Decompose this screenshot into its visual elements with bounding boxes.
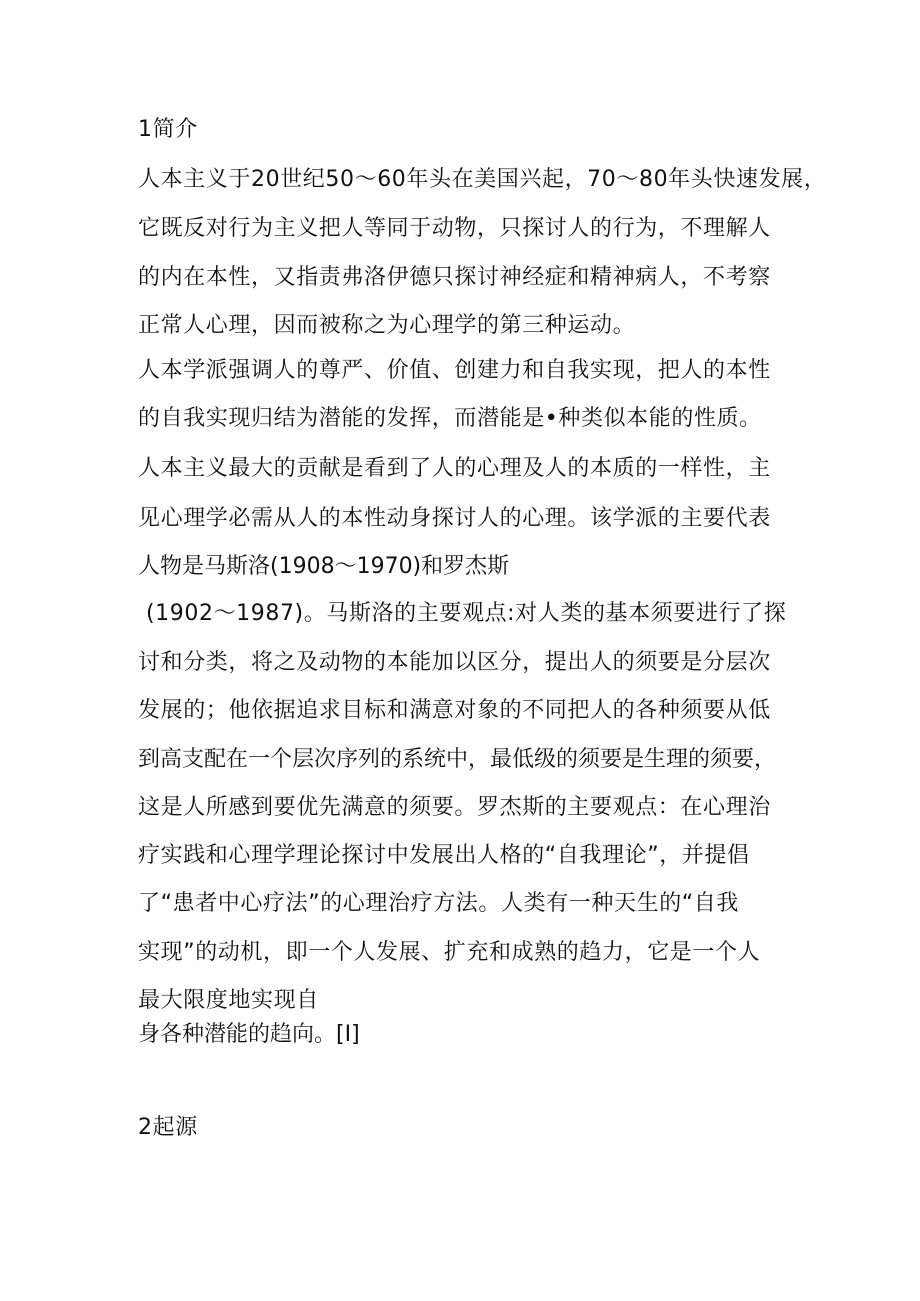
paragraph-line: 的内在本性，又指责弗洛伊德只探讨神经症和精神病人，不考察 bbox=[138, 265, 771, 290]
paragraph-line: 它既反对行为主义把人等同于动物，只探讨人的行为，不理解人 bbox=[138, 216, 771, 241]
paragraph-line: 见心理学必需从人的本性动身探讨人的心理。该学派的主要代表 bbox=[138, 506, 771, 531]
paragraph-line: 讨和分类，将之及动物的本能加以区分，提出人的须要是分层次 bbox=[138, 650, 771, 675]
paragraph-line: 疗实践和心理学理论探讨中发展出人格的“自我理论”，并提倡 bbox=[138, 843, 750, 868]
paragraph-line: 这是人所感到要优先满意的须要。罗杰斯的主要观点：在心理治 bbox=[138, 795, 771, 820]
paragraph-line: 正常人心理，因而被称之为心理学的第三种运动。 bbox=[138, 313, 636, 338]
paragraph-line: 人物是马斯洛(1908〜1970)和罗杰斯 bbox=[138, 554, 510, 579]
paragraph-line: 到高支配在一个层次序列的系统中，最低级的须要是生理的须要， bbox=[138, 747, 777, 772]
paragraph-line: 实现”的动机，即一个人发展、扩充和成熟的趋力，它是一个人 bbox=[138, 940, 761, 965]
paragraph-line: (1902〜1987)。马斯洛的主要观点:对人类的基本须要进行了探 bbox=[146, 601, 787, 626]
paragraph-line: 人本主义最大的贡献是看到了人的心理及人的本质的一样性，主 bbox=[138, 456, 771, 481]
paragraph-line: 身各种潜能的趋向。[I] bbox=[138, 1022, 360, 1047]
section-heading-intro: 1简介 bbox=[138, 117, 198, 142]
paragraph-line: 人本学派强调人的尊严、价值、创建力和自我实现，把人的本性 bbox=[138, 358, 771, 383]
paragraph-line: 最大限度地实现自 bbox=[138, 988, 319, 1013]
section-heading-origin: 2起源 bbox=[138, 1115, 198, 1140]
paragraph-line: 了“患者中心疗法”的心理治疗方法。人类有一种天生的“自我 bbox=[138, 891, 739, 916]
paragraph-line: 的自我实现归结为潜能的发挥，而潜能是•种类似本能的性质。 bbox=[138, 406, 762, 431]
paragraph-line: 人本主义于20世纪50〜60年头在美国兴起，70〜80年头快速发展， bbox=[138, 167, 827, 192]
paragraph-line: 发展的；他依据追求目标和满意对象的不同把人的各种须要从低 bbox=[138, 698, 771, 723]
